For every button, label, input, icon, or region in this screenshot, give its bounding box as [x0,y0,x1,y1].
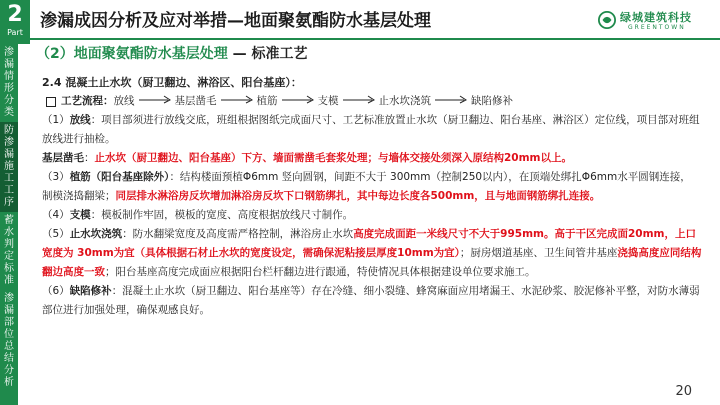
flow-steps [114,92,514,111]
sidebar-item-water-test[interactable] [0,212,18,290]
flow-arrow-icon [220,94,254,104]
sidebar-char: 情 [4,71,14,82]
flow-step: 缺陷修补 [471,95,513,107]
sidebar-char: 析 [4,377,14,388]
logo-leaf-icon [598,11,616,29]
sidebar-char: 判 [4,239,14,250]
content-body [42,73,702,320]
sidebar-char: 分 [4,365,14,376]
p3-label: 植筋（阳台基座除外） [69,171,170,183]
p4-label: 支模 [69,209,91,221]
sidebar-char: 漏 [4,149,14,160]
sidebar-char: 工 [4,173,14,184]
p6-number: （6） [42,285,70,297]
sidebar-char: 工 [4,185,14,196]
flow-step: 基层凿毛 [174,95,217,107]
sidebar-char: 渗 [4,293,14,304]
p5-text-3: ；阳台基座高度完成面应根据阳台栏杆翻边进行跟通，特使情况具体根据建设单位要求施工。 [105,266,536,278]
sidebar-char: 防 [4,125,14,136]
paragraph-5 [42,225,702,282]
p3-number: （3） [42,171,70,183]
p4-number: （4） [42,209,70,221]
p5-text-1: ：防水翻梁宽度及高度需严格控制，淋浴房止水坎 [122,228,354,240]
sidebar-item-process[interactable] [0,122,18,212]
sidebar-char: 渗 [4,137,14,148]
sidebar-char: 漏 [4,59,14,70]
section-title-main: （2）地面聚氨酯防水基层处理 [36,46,228,62]
paragraph-4 [42,206,702,225]
flow-arrow-icon [281,94,315,104]
sidebar-char: 结 [4,353,14,364]
brand-logo [598,8,710,36]
sidebar-char: 形 [4,83,14,94]
process-flow [42,92,702,111]
sidebar-char: 渗 [4,47,14,58]
sidebar-char: 标 [4,263,14,274]
flow-arrow-icon [138,94,172,104]
sidebar-char: 准 [4,275,14,286]
page-title: 渗漏成因分析及应对举措—地面聚氨酯防水基层处理 [40,11,431,31]
sidebar-char: 分 [4,95,14,106]
p3-highlight: 同层排水淋浴房反坎增加淋浴房反坎下口钢筋绑扎，其中每边长度各500mm，且与地面钢筋绑扎连接。 [115,190,601,202]
p5-number: （5） [42,228,70,240]
sidebar-char: 位 [4,329,14,340]
sidebar-char: 部 [4,317,14,328]
sidebar-item-leak-types[interactable] [0,44,18,122]
p6-label: 缺陷修补 [69,285,112,297]
logo-subtext: GREENTOWN [628,24,686,31]
sidebar-item-analysis[interactable] [0,290,18,392]
flow-label: 工艺流程： [61,95,114,107]
flow-step: 植筋 [256,95,278,107]
p3-text: ：结构楼面预植Φ6mm 竖向圆钢，间距不大于 300mm（控制250以内），在顶端处绑扎Φ6mm水平圆钢连接， 制模浇捣翻梁； [42,171,696,202]
part-number: 2 [7,2,23,27]
sidebar-char: 施 [4,161,14,172]
header-divider [30,38,720,40]
flow-arrow-icon [342,94,376,104]
p2-label: 基层凿毛 [42,152,84,164]
sidebar-char: 蓄 [4,215,14,226]
p4-text: ：模板制作牢固，模板的宽度、高度根据放线尺寸制作。 [90,209,354,221]
subsection-heading: 2.4 混凝土止水坎（厨卫翻边、淋浴区、阳台基座）： [42,76,302,89]
section-title-suffix: — 标准工艺 [227,46,308,62]
flow-step: 支模 [317,95,339,107]
p5-highlight-1: 高度完成面距一米线尺寸不大于995mm。高于干区完成面20mm，上口宽度为 30mm为宜（具体根据石材止水坎的宽度设定，需确保泥粘接层厚度10mm为宜） [42,228,696,259]
page-number: 20 [675,384,692,399]
paragraph-3 [42,168,702,206]
p5-text-2: ；厨房烟道基座、卫生间管井基座 [459,247,618,259]
p2-sep: ： [84,152,95,164]
bullet-square-icon [46,97,56,107]
paragraph-6 [42,282,702,320]
paragraph-2 [42,149,702,168]
paragraph-1 [42,111,702,149]
sidebar-char: 类 [4,107,14,118]
p5-label: 止水坎浇筑 [69,228,123,240]
flow-step: 止水坎浇筑 [378,95,431,107]
p1-text: ：项目部须进行放线交底，班组根据图纸完成面尺寸、工艺标准放置止水坎（厨卫翻边、阳台基座、淋浴区）定位线，项目部对班组放线进行抽检。 [42,114,700,145]
section-title [36,44,308,64]
p5-highlight-2: 浇捣高度应同结构翻边高度一致 [42,247,702,278]
p2-highlight: 止水坎（厨卫翻边、阳台基座）下方、墙面需凿毛套浆处理；与墙体交接处须深入原结构20mm以上。 [94,152,572,164]
flow-arrow-icon [434,94,468,104]
logo-text: 绿城建筑科技 [620,11,692,24]
sidebar-char: 定 [4,251,14,262]
sidebar-char: 序 [4,197,14,208]
p6-text: ：混凝土止水坎（厨卫翻边、阳台基座等）存在冷缝、细小裂缝、蜂窝麻面应用堵漏王、水泥砂浆、胶泥修补平整，对防水薄弱部位进行加强处理，确保观感良好。 [42,285,700,316]
part-word: Part [7,28,23,37]
flow-step: 放线 [113,95,135,107]
sidebar-char: 总 [4,341,14,352]
sidebar-nav [0,44,18,405]
sidebar-char: 水 [4,227,14,238]
p1-label: 放线 [69,114,91,126]
part-badge [0,0,30,44]
p1-number: （1） [42,114,70,126]
sidebar-char: 漏 [4,305,14,316]
